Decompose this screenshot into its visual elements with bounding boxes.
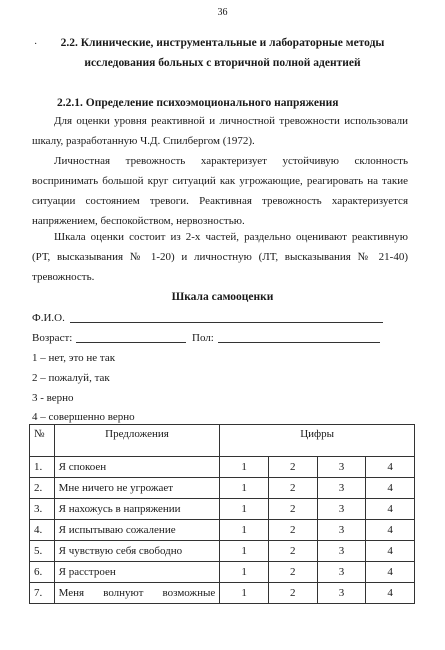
answer-1[interactable]: 1 xyxy=(220,562,269,583)
table-header-row xyxy=(30,425,415,457)
answer-1[interactable]: 1 xyxy=(220,478,269,499)
table-row xyxy=(30,520,415,541)
answer-4[interactable]: 4 xyxy=(366,499,415,520)
header-statement: Предложения xyxy=(54,425,220,457)
scale-title: Шкала самооценки xyxy=(171,291,274,303)
row-statement: Я чувствую себя свободно xyxy=(54,541,220,562)
row-statement: Меня волнуют возможные xyxy=(54,583,220,604)
paragraph-intro: Для оценки уровня реактивной и личностной тревожности использовали шкалу, разработанную Ч.Д. Спилбергом (1972). xyxy=(32,115,408,147)
name-field-row xyxy=(32,312,65,324)
answer-2[interactable]: 2 xyxy=(268,499,317,520)
subsection-heading: 2.2.1. Определение психоэмоционального напряжения xyxy=(57,97,339,109)
age-field-line[interactable] xyxy=(76,332,186,343)
header-digits: Цифры xyxy=(220,425,415,457)
answer-4[interactable]: 4 xyxy=(366,541,415,562)
paragraph-scale-parts: Шкала оценки состоит из 2-х частей, раздельно оценивают реактивную (РТ, высказывания № 1-20) и личностную (ЛТ, высказывания № 21-40) тревожность. xyxy=(32,231,408,283)
name-field-line[interactable] xyxy=(70,312,383,323)
self-assessment-table xyxy=(29,424,415,604)
answer-2[interactable]: 2 xyxy=(268,583,317,604)
row-statement: Я нахожусь в напряжении xyxy=(54,499,220,520)
option-1: 1 – нет, это не так xyxy=(32,352,116,364)
answer-2[interactable]: 2 xyxy=(268,457,317,478)
row-num: 3. xyxy=(30,499,55,520)
answer-3[interactable]: 3 xyxy=(317,457,366,478)
age-label: Возраст: xyxy=(32,332,73,344)
answer-4[interactable]: 4 xyxy=(366,583,415,604)
table-row xyxy=(30,562,415,583)
page-number: 36 xyxy=(217,7,228,18)
answer-4[interactable]: 4 xyxy=(366,457,415,478)
answer-2[interactable]: 2 xyxy=(268,520,317,541)
age-field-row xyxy=(32,332,72,344)
answer-4[interactable]: 4 xyxy=(366,520,415,541)
section-heading-line1: 2.2. Клинические, инструментальные и лабораторные методы xyxy=(60,37,385,49)
answer-3[interactable]: 3 xyxy=(317,499,366,520)
section-heading-line2: исследования больных с вторичной полной адентией xyxy=(84,57,361,69)
option-3: 3 - верно xyxy=(32,392,74,404)
option-2: 2 – пожалуй, так xyxy=(32,372,110,384)
answer-2[interactable]: 2 xyxy=(268,562,317,583)
answer-3[interactable]: 3 xyxy=(317,520,366,541)
answer-1[interactable]: 1 xyxy=(220,499,269,520)
table-row xyxy=(30,583,415,604)
row-num: 2. xyxy=(30,478,55,499)
table-row xyxy=(30,457,415,478)
answer-2[interactable]: 2 xyxy=(268,478,317,499)
answer-1[interactable]: 1 xyxy=(220,457,269,478)
answer-2[interactable]: 2 xyxy=(268,541,317,562)
answer-1[interactable]: 1 xyxy=(220,583,269,604)
option-4: 4 – совершенно верно xyxy=(32,411,135,423)
header-num: № xyxy=(30,425,55,457)
row-num: 5. xyxy=(30,541,55,562)
table-row xyxy=(30,478,415,499)
table-row xyxy=(30,499,415,520)
answer-1[interactable]: 1 xyxy=(220,541,269,562)
paragraph-personal-anxiety: Личностная тревожность характеризует устойчивую склонность воспринимать большой круг ситуаций как угрожающие, реагировать на такие ситуации состоянием тревоги. Реактивная тревожность характеризуется напряжением, беспокойством, нервозностью. xyxy=(32,155,408,227)
answer-4[interactable]: 4 xyxy=(366,562,415,583)
answer-3[interactable]: 3 xyxy=(317,562,366,583)
answer-3[interactable]: 3 xyxy=(317,478,366,499)
sex-label: Пол: xyxy=(192,332,214,344)
row-statement: Я расстроен xyxy=(54,562,220,583)
row-statement: Я испытываю сожаление xyxy=(54,520,220,541)
bullet-mark: · xyxy=(34,39,38,50)
row-num: 4. xyxy=(30,520,55,541)
answer-3[interactable]: 3 xyxy=(317,541,366,562)
row-statement: Я спокоен xyxy=(54,457,220,478)
answer-1[interactable]: 1 xyxy=(220,520,269,541)
row-statement: Мне ничего не угрожает xyxy=(54,478,220,499)
row-num: 1. xyxy=(30,457,55,478)
row-num: 6. xyxy=(30,562,55,583)
name-label: Ф.И.О. xyxy=(32,312,65,324)
row-num: 7. xyxy=(30,583,55,604)
sex-field-line[interactable] xyxy=(218,332,380,343)
answer-3[interactable]: 3 xyxy=(317,583,366,604)
table-row xyxy=(30,541,415,562)
answer-4[interactable]: 4 xyxy=(366,478,415,499)
